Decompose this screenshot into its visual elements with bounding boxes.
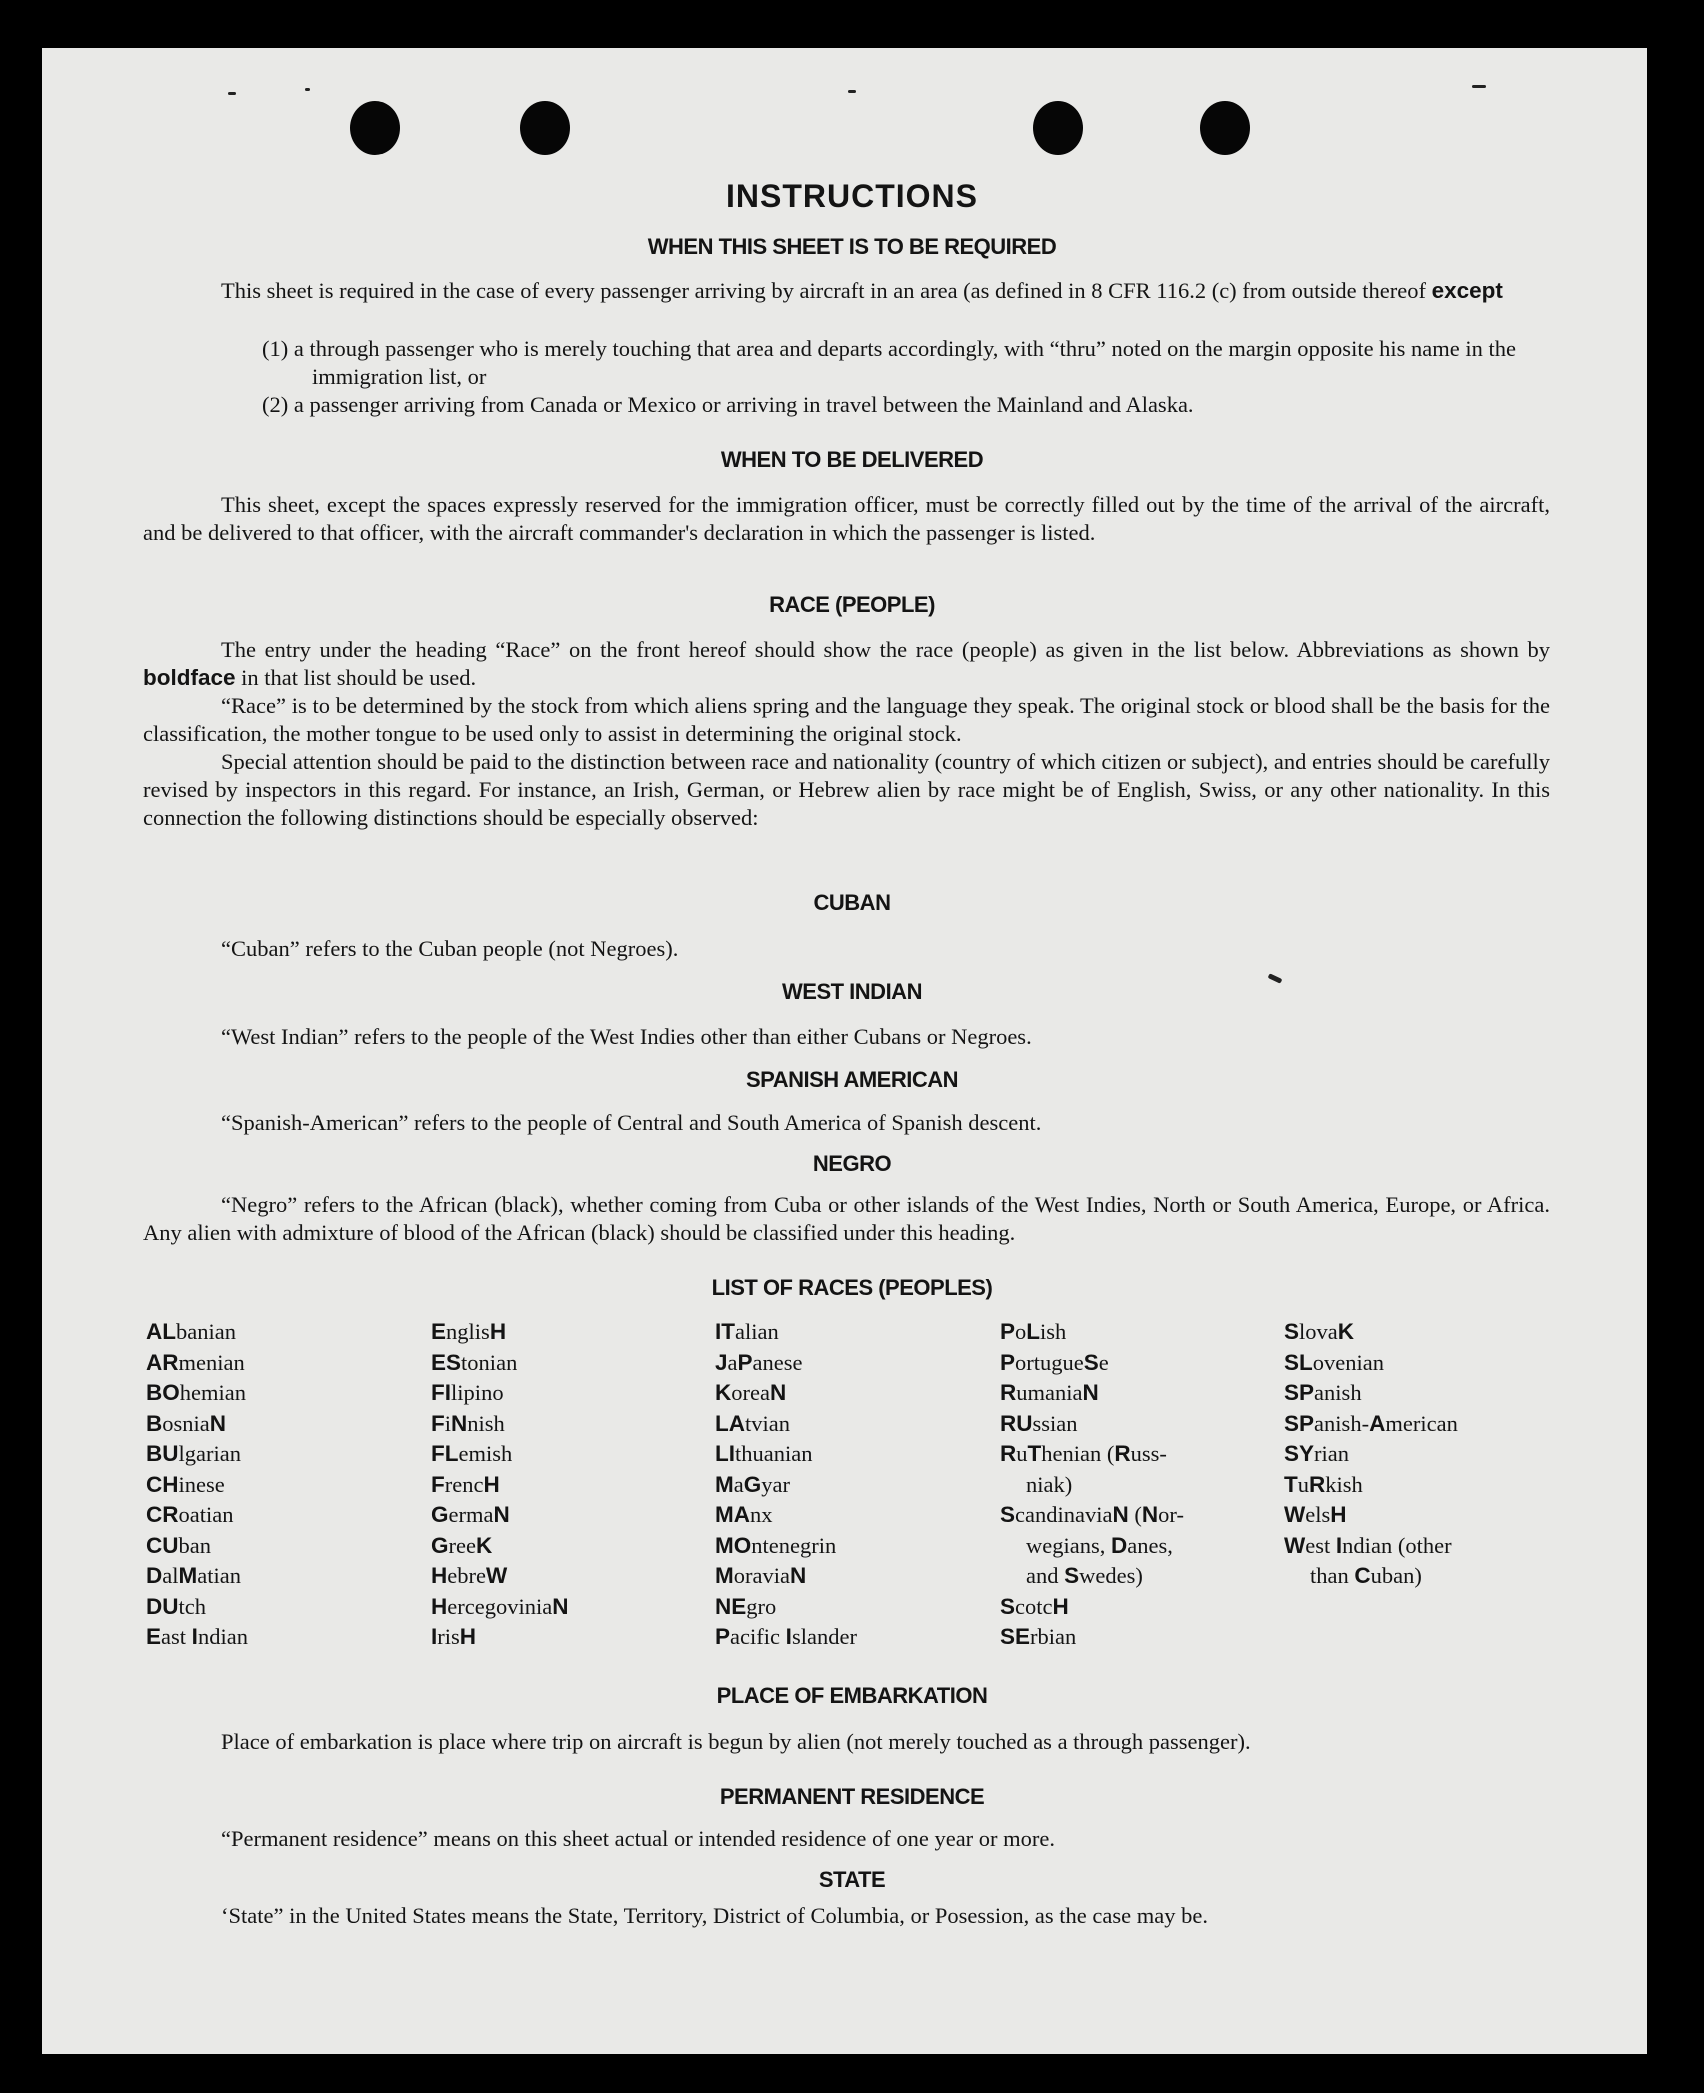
races-column-1: [146, 1317, 248, 1653]
punch-hole: [350, 101, 400, 155]
heading-when-delivered: WHEN TO BE DELIVERED: [720, 447, 984, 472]
race-entry: NEgro: [715, 1593, 777, 1619]
race-entry-continued: niak): [1026, 1471, 1073, 1497]
race-entry: FLemish: [431, 1441, 513, 1466]
race-entry: LAtvian: [715, 1410, 791, 1436]
race-entry: MaGyar: [715, 1471, 791, 1497]
race-entry: MAnx: [715, 1502, 773, 1527]
race-entry: SErbian: [1000, 1624, 1077, 1649]
paragraph-permanent-residence: “Permanent residence” means on this sheet actual or intended residence of one year or more.: [221, 1826, 1056, 1851]
race-entry: GreeK: [431, 1532, 493, 1558]
race-entry: DUtch: [146, 1593, 207, 1619]
heading-negro: NEGRO: [812, 1151, 892, 1176]
race-entry: JaPanese: [715, 1349, 803, 1375]
paragraph-spanish-american: “Spanish-American” refers to the people of Central and South America of Spanish descent.: [221, 1110, 1042, 1135]
races-column-4: [1000, 1317, 1184, 1653]
race-entry: CUban: [146, 1532, 211, 1558]
paragraph-embarkation: Place of embarkation is place where trip on aircraft is begun by alien (not merely touched as a through passenger).: [221, 1729, 1251, 1754]
race-entry: Pacific Islander: [715, 1624, 857, 1649]
race-entry: SPanish: [1284, 1380, 1362, 1405]
speck: [228, 92, 236, 95]
race-entry: MoraviaN: [715, 1563, 807, 1588]
paragraph-when-required: This sheet is required in the case of every passenger arriving by aircraft in an area (as defined in 8 CFR 116.2 (c) from outside thereof except: [221, 278, 1503, 303]
race-entry: RuThenian (Russ-: [1000, 1441, 1167, 1466]
race-entry: ALbanian: [146, 1319, 237, 1344]
races-column-5: [1284, 1317, 1458, 1592]
race-entry: TuRkish: [1284, 1471, 1363, 1497]
race-entry: SLovenian: [1284, 1349, 1385, 1375]
race-entry: PortugueSe: [1000, 1349, 1109, 1375]
race-entry: PoLish: [1000, 1319, 1067, 1344]
race-entry: RUssian: [1000, 1410, 1078, 1436]
race-entry: BosniaN: [146, 1410, 227, 1436]
speck: [848, 90, 856, 93]
race-entry: EStonian: [431, 1349, 518, 1375]
punch-hole: [1200, 101, 1250, 155]
race-entry-continued: than Cuban): [1310, 1563, 1422, 1588]
race-entry: SlovaK: [1284, 1319, 1355, 1344]
paragraph-cuban: “Cuban” refers to the Cuban people (not Negroes).: [221, 936, 679, 961]
paragraph-state: ‘State” in the United States means the State, Territory, District of Columbia, or Posession, as the case may be.: [221, 1903, 1208, 1928]
race-entry: FIlipino: [431, 1380, 504, 1405]
paragraph-negro: “Negro” refers to the African (black), whether coming from Cuba or other islands of the West Indies, North or South America, Europe, or Africa. Any alien with admixture of blood of the African (black) should be classified under this heading.: [143, 1192, 1550, 1245]
exception-item-2: (2) a passenger arriving from Canada or Mexico or arriving in travel between the Mainland and Alaska.: [262, 392, 1194, 417]
race-entry: HebreW: [431, 1563, 508, 1588]
race-entry: ScandinaviaN (Nor-: [1000, 1502, 1184, 1527]
races-column-2: [431, 1317, 569, 1653]
race-entry: ScotcH: [1000, 1593, 1069, 1619]
heading-state: STATE: [818, 1867, 886, 1892]
race-entry: WelsH: [1284, 1502, 1347, 1527]
race-entry: ARmenian: [146, 1349, 245, 1375]
punch-hole: [520, 101, 570, 155]
race-entry: IrisH: [431, 1624, 477, 1649]
race-entry-continued: and Swedes): [1026, 1563, 1143, 1588]
heading-spanish-american: SPANISH AMERICAN: [745, 1067, 958, 1092]
exception-item-1: (1) a through passenger who is merely touching that area and departs accordingly, with “thru” noted on the margin opposite his name in the immigration list, or: [262, 336, 1517, 389]
race-entry: SYrian: [1284, 1441, 1350, 1466]
race-entry: FrencH: [431, 1471, 500, 1497]
race-entry-continued: wegians, Danes,: [1026, 1532, 1173, 1558]
race-entry: West Indian (other: [1284, 1532, 1452, 1558]
race-entry: CRoatian: [146, 1502, 234, 1527]
page-title: INSTRUCTIONS: [726, 178, 978, 214]
race-entry: CHinese: [146, 1471, 225, 1497]
race-entry: GermaN: [431, 1502, 510, 1527]
speck: [1472, 85, 1486, 88]
heading-embarkation: PLACE OF EMBARKATION: [716, 1683, 988, 1708]
race-entry: EnglisH: [431, 1319, 507, 1344]
race-entry: MOntenegrin: [715, 1532, 837, 1558]
heading-races-list: LIST OF RACES (PEOPLES): [711, 1275, 993, 1300]
race-entry: FiNnish: [431, 1410, 505, 1436]
paragraph-west-indian: “West Indian” refers to the people of the West Indies other than either Cubans or Negroes.: [221, 1024, 1032, 1049]
paragraph-race: The entry under the heading “Race” on the front hereof should show the race (people) as given in the list below. Abbreviations as shown by boldface in that list should be used. “Race” is to be determined by the stock from which aliens spring and the language they speak. The original stock or blood shall be the basis for the classification, the mother tongue to be used only to assist in determining the original stock. Special attention should be paid to the distinction between race and nationality (country of which citizen or subject), and entries should be carefully revised by inspectors in this regard. For instance, an Irish, German, or Hebrew alien by race might be of English, Swiss, or any other nationality. In this connection the following distinctions should be especially observed:: [143, 637, 1550, 830]
race-entry: DalMatian: [146, 1563, 242, 1588]
race-entry: ITalian: [715, 1319, 779, 1344]
race-entry: KoreaN: [715, 1380, 787, 1405]
heading-permanent-residence: PERMANENT RESIDENCE: [719, 1784, 985, 1809]
paragraph-when-delivered: This sheet, except the spaces expressly reserved for the immigration officer, must be correctly filled out by the time of the arrival of the aircraft, and be delivered to that officer, with the aircraft commander's declaration in which the passenger is listed.: [143, 492, 1550, 545]
race-entry: BUlgarian: [146, 1441, 242, 1466]
heading-west-indian: WEST INDIAN: [782, 979, 922, 1004]
race-entry: East Indian: [146, 1624, 248, 1649]
heading-when-required: WHEN THIS SHEET IS TO BE REQUIRED: [647, 234, 1057, 259]
speck: [305, 88, 310, 91]
race-entry: HercegoviniaN: [431, 1593, 569, 1619]
race-entry: SPanish-American: [1284, 1410, 1458, 1436]
heading-cuban: CUBAN: [813, 890, 891, 915]
heading-race: RACE (PEOPLE): [769, 592, 935, 617]
race-entry: BOhemian: [146, 1380, 247, 1405]
race-entry: RumaniaN: [1000, 1380, 1099, 1405]
races-column-3: [715, 1317, 857, 1653]
race-entry: LIthuanian: [715, 1441, 813, 1466]
punch-hole: [1033, 101, 1083, 155]
